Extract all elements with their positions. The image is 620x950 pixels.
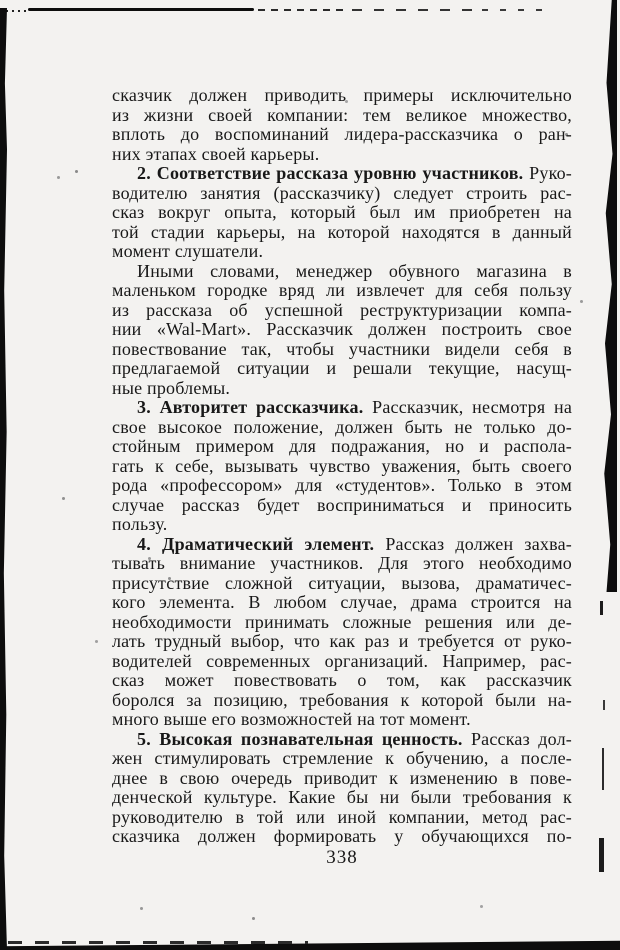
text-line: свое высокое положение, должен быть не только до-	[112, 416, 572, 437]
scan-edge-right	[602, 0, 617, 592]
text-line: водителю занятия (рассказчику) следует строить рас-	[112, 182, 572, 203]
scan-mark	[600, 601, 603, 615]
paragraph	[112, 398, 572, 535]
scan-edge-top-segment	[482, 9, 554, 11]
text-line: 4. Драматический элемент. Рассказ должен захва-	[137, 533, 572, 554]
text-line: вплоть до воспоминаний лидера-рассказчика о ран-	[112, 124, 572, 144]
paragraph	[112, 730, 572, 847]
scan-edge-top-segment	[258, 9, 346, 11]
text-line: пользу.	[112, 514, 168, 534]
scan-edge-left	[0, 8, 7, 950]
page-number: 338	[326, 847, 358, 868]
text-line: 5. Высокая познавательная ценность. Рассказ дол-	[137, 728, 572, 749]
text-line: много выше его возможностей на тот момент.	[112, 709, 471, 729]
text-line: тывать внимание участников. Для этого необходимо	[112, 553, 572, 573]
bold-lead: 4. Драматический элемент.	[137, 533, 375, 554]
text-line: рода «профессором» для «студентов». Только в этом	[112, 475, 572, 495]
scan-noise-specks	[75, 170, 78, 173]
scan-edge-top-segment	[352, 9, 472, 11]
scan-mark	[602, 748, 604, 790]
text-line: той стадии карьеры, на которой находятся в данный	[112, 221, 572, 242]
text-line: денческой культуре. Какие бы ни были требования к	[112, 787, 572, 807]
text-line: сказчик должен приводить примеры исключительно	[112, 85, 572, 105]
text-line: случае рассказ будет восприниматься и приносить	[112, 494, 572, 515]
text-line: сказ может повествовать о том, как рассказчик	[112, 670, 572, 690]
text-line: кого элемента. В любом случае, драма строится на	[112, 592, 572, 612]
text-line: 3. Авторитет рассказчика. Рассказчик, несмотря на	[137, 397, 573, 417]
paragraph	[112, 262, 572, 399]
text-line: из жизни своей компании: тем великое множество,	[112, 104, 572, 125]
scan-edge-bottom-dashes	[8, 941, 308, 944]
text-line: боролся за позицию, требования к которой были на-	[112, 689, 572, 710]
bold-lead: 2. Соответствие рассказа уровню участников.	[137, 163, 524, 183]
bold-lead: 3. Авторитет рассказчика.	[137, 397, 364, 417]
paragraph	[112, 86, 572, 164]
text-line: днее в свою очередь приводит к изменению в пове-	[112, 767, 572, 788]
text-line: Иными словами, менеджер обувного магазина в	[137, 260, 572, 281]
text-line: маленьком городке вряд ли извлечет для себя пользу	[112, 280, 572, 300]
scan-edge-top-segment	[6, 10, 30, 12]
text-line: лать трудный выбор, что как раз и требуется от руко-	[112, 631, 572, 651]
text-line: водителей современных организаций. Например, рас-	[112, 650, 572, 671]
text-line: повествование так, чтобы участники видели себя в	[112, 338, 572, 359]
text-line: гать к себе, вызывать чувство уважения, быть своего	[112, 455, 572, 476]
scan-mark	[603, 700, 605, 710]
scan-edge-top-segment	[28, 8, 254, 11]
text-line: необходимости принимать сложные решения или де-	[112, 611, 572, 632]
text-line: руководителю в той или иной компании, метод рас-	[112, 806, 572, 827]
text-line: жен стимулировать стремление к обучению, а после-	[112, 748, 572, 768]
text-line: предлагаемой ситуации и решали текущие, насущ-	[112, 358, 572, 378]
text-line: присутствие сложной ситуации, вызова, драматичес-	[112, 572, 572, 593]
paragraph	[112, 535, 572, 730]
text-line: сказ вокруг опыта, который был им приобретен на	[112, 202, 572, 222]
text-line: момент слушатели.	[112, 241, 264, 261]
scan-edge-top	[0, 7, 620, 13]
text-line: нии «Wal-Mart». Рассказчик должен построить свое	[112, 319, 572, 339]
bold-lead: 5. Высокая познавательная ценность.	[137, 728, 463, 749]
text-line: ные проблемы.	[112, 377, 231, 398]
text-line: из рассказа об успешной реструктуризации компа-	[112, 299, 572, 320]
text-column	[112, 86, 572, 847]
text-line: сказчика должен формировать у обучающихся по-	[112, 826, 572, 846]
paragraph	[112, 164, 572, 262]
text-line: 2. Соответствие рассказа уровню участников. Руко-	[137, 163, 572, 183]
text-line: стойным примером для подражания, но и распола-	[112, 436, 572, 456]
text-line: них этапах своей карьеры.	[112, 143, 320, 164]
scan-mark	[599, 838, 604, 872]
